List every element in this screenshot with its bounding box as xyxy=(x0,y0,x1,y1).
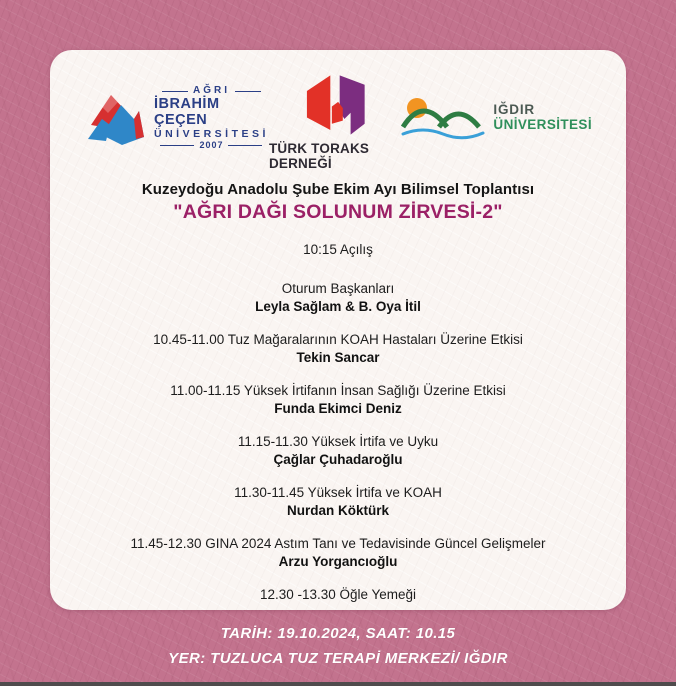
agri-logo-line1: AĞRI xyxy=(162,86,261,97)
logos-row xyxy=(50,50,626,171)
schedule-item-speaker: Çağlar Çuhadaroğlu xyxy=(273,452,403,467)
schedule-item xyxy=(50,586,626,604)
toraks-logo xyxy=(269,72,401,171)
schedule-item-line: 11.15-11.30 Yüksek İrtifa ve Uyku xyxy=(237,434,439,449)
schedule-item-line: 12.30 -13.30 Öğle Yemeği xyxy=(259,587,417,602)
schedule-item xyxy=(50,535,626,571)
schedule-item xyxy=(50,484,626,520)
igdir-university-logo xyxy=(401,93,592,143)
igdir-logo-line2: ÜNİVERSİTESİ xyxy=(493,117,592,132)
event-footer xyxy=(0,621,676,671)
schedule-item-speaker: Leyla Sağlam & B. Oya İtil xyxy=(255,299,421,314)
schedule-item-line: 11.45-12.30 GINA 2024 Astım Tanı ve Tedavisinde Güncel Gelişmeler xyxy=(130,536,546,551)
schedule-item xyxy=(50,382,626,418)
schedule-item xyxy=(50,280,626,316)
agri-logo-text xyxy=(154,86,269,150)
igdir-logo-text xyxy=(493,103,592,133)
schedule-list xyxy=(50,241,626,604)
agri-logo-line3: ÜNİVERSİTESİ xyxy=(154,127,269,140)
schedule-item xyxy=(50,331,626,367)
schedule-item-line: Oturum Başkanları xyxy=(281,281,395,296)
schedule-item-speaker: Funda Ekimci Deniz xyxy=(274,401,402,416)
schedule-item-line: 11.30-11.45 Yüksek İrtifa ve KOAH xyxy=(234,485,442,500)
schedule-item-line: 11.00-11.15 Yüksek İrtifanın İnsan Sağlığı Üzerine Etkisi xyxy=(170,383,506,398)
schedule-item xyxy=(50,433,626,469)
agri-mountain-icon xyxy=(84,89,146,147)
toraks-logo-label: TÜRK TORAKS DERNEĞİ xyxy=(268,140,370,171)
igdir-mountain-sun-icon xyxy=(401,93,485,143)
footer-location-line: YER: TUZLUCA TUZ TERAPİ MERKEZİ/ IĞDIR xyxy=(168,650,508,667)
footer-date-line: TARİH: 19.10.2024, SAAT: 10.15 xyxy=(220,625,456,642)
event-subtitle: "AĞRI DAĞI SOLUNUM ZİRVESİ-2" xyxy=(173,201,503,223)
schedule-item-speaker: Tekin Sancar xyxy=(296,350,380,365)
agri-university-logo xyxy=(84,86,269,150)
event-card xyxy=(50,50,626,610)
schedule-item-line: 10:15 Açılış xyxy=(303,242,373,257)
igdir-logo-line1: IĞDIR xyxy=(493,102,535,118)
schedule-item-speaker: Arzu Yorgancıoğlu xyxy=(278,554,398,569)
agri-logo-line2: İBRAHİM ÇEÇEN xyxy=(154,96,220,128)
bottom-edge-bar xyxy=(0,682,676,686)
schedule-item xyxy=(50,241,626,259)
agri-logo-year: 2007 xyxy=(160,141,262,150)
schedule-item-speaker: Nurdan Köktürk xyxy=(286,503,389,518)
schedule-item-line: 10.45-11.00 Tuz Mağaralarının KOAH Hastaları Üzerine Etkisi xyxy=(153,332,523,347)
toraks-lungs-icon xyxy=(296,72,374,138)
event-title: Kuzeydoğu Anadolu Şube Ekim Ayı Bilimsel Toplantısı xyxy=(141,181,535,198)
